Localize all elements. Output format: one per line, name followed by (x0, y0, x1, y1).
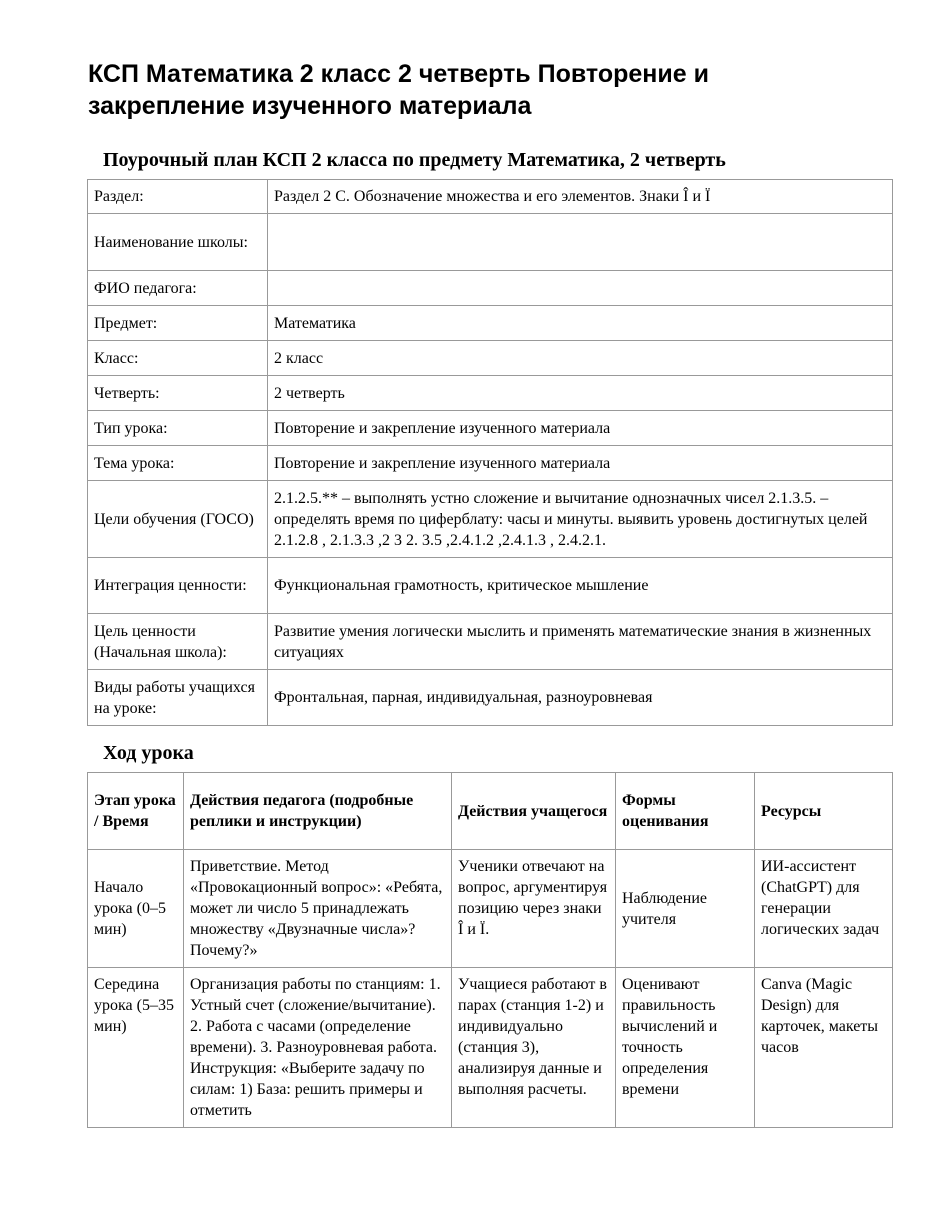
document-title: КСП Математика 2 класс 2 четверть Повторение и закрепление изученного материала (88, 60, 709, 120)
cell-teacher-actions: Организация работы по станциям: 1. Устный счет (сложение/вычитание). 2. Работа с часами (определение времени). 3. Разноуровневая работа. Инструкция: «Выберите задачу по силам: 1) База: решить примеры и отметить (184, 968, 452, 1128)
table-row (88, 271, 893, 306)
info-value-lesson-type: Повторение и закрепление изученного материала (268, 411, 893, 446)
info-label-value-integration: Интеграция ценности: (88, 558, 268, 614)
info-label-value-goal: Цель ценности (Начальная школа): (88, 614, 268, 670)
info-value-work-types: Фронтальная, парная, индивидуальная, разноуровневая (268, 670, 893, 726)
course-heading: Ход урока (103, 742, 194, 764)
column-header-resources: Ресурсы (755, 773, 893, 850)
table-row (88, 558, 893, 614)
info-label-section: Раздел: (88, 180, 268, 214)
cell-assessment: Оценивают правильность вычислений и точность определения времени (616, 968, 755, 1128)
column-header-student-actions: Действия учащегося (452, 773, 616, 850)
column-header-stage: Этап урока / Время (88, 773, 184, 850)
table-row (88, 411, 893, 446)
info-label-quarter: Четверть: (88, 376, 268, 411)
cell-student-actions: Учащиеся работают в парах (станция 1-2) и индивидуально (станция 3), анализируя данные и выполняя расчеты. (452, 968, 616, 1128)
cell-stage: Середина урока (5–35 мин) (88, 968, 184, 1128)
info-label-work-types: Виды работы учащихся на уроке: (88, 670, 268, 726)
info-value-value-integration: Функциональная грамотность, критическое мышление (268, 558, 893, 614)
lesson-course-table (87, 772, 893, 1128)
cell-resources: Canva (Magic Design) для карточек, макеты часов (755, 968, 893, 1128)
cell-teacher-actions: Приветствие. Метод «Провокационный вопрос»: «Ребята, может ли число 5 принадлежать множеству «Двузначные числа»? Почему?» (184, 850, 452, 968)
table-row (88, 214, 893, 271)
table-row (88, 376, 893, 411)
info-value-school (268, 214, 893, 271)
table-row (88, 446, 893, 481)
lesson-info-table (87, 179, 893, 726)
table-row (88, 481, 893, 558)
table-row (88, 850, 893, 968)
info-value-teacher (268, 271, 893, 306)
plan-heading: Поурочный план КСП 2 класса по предмету Математика, 2 четверть (103, 149, 726, 171)
info-label-teacher: ФИО педагога: (88, 271, 268, 306)
column-header-assessment: Формы оценивания (616, 773, 755, 850)
info-label-lesson-topic: Тема урока: (88, 446, 268, 481)
table-row (88, 306, 893, 341)
info-label-lesson-type: Тип урока: (88, 411, 268, 446)
info-label-school: Наименование школы: (88, 214, 268, 271)
table-row (88, 341, 893, 376)
info-value-quarter: 2 четверть (268, 376, 893, 411)
info-value-learning-goals: 2.1.2.5.** – выполнять устно сложение и вычитание однозначных чисел 2.1.3.5. – определять время по циферблату: часы и минуты. выявить уровень достигнутых целей 2.1.2.8 , 2.1.3.3 ,2 3 2. 3.5 ,2.4.1.2 ,2.4.1.3 , 2.4.2.1. (268, 481, 893, 558)
cell-assessment: Наблюдение учителя (616, 850, 755, 968)
info-value-subject: Математика (268, 306, 893, 341)
table-row (88, 614, 893, 670)
info-label-grade: Класс: (88, 341, 268, 376)
info-value-section: Раздел 2 С. Обозначение множества и его элементов. Знаки Î и Ï (268, 180, 893, 214)
table-row (88, 670, 893, 726)
info-label-learning-goals: Цели обучения (ГОСО) (88, 481, 268, 558)
table-row (88, 968, 893, 1128)
table-row (88, 180, 893, 214)
info-value-value-goal: Развитие умения логически мыслить и применять математические знания в жизненных ситуациях (268, 614, 893, 670)
info-value-grade: 2 класс (268, 341, 893, 376)
column-header-teacher-actions: Действия педагога (подробные реплики и инструкции) (184, 773, 452, 850)
cell-resources: ИИ-ассистент (ChatGPT) для генерации логических задач (755, 850, 893, 968)
info-label-subject: Предмет: (88, 306, 268, 341)
cell-stage: Начало урока (0–5 мин) (88, 850, 184, 968)
info-value-lesson-topic: Повторение и закрепление изученного материала (268, 446, 893, 481)
cell-student-actions: Ученики отвечают на вопрос, аргументируя позицию через знаки Î и Ï. (452, 850, 616, 968)
table-header-row (88, 773, 893, 850)
